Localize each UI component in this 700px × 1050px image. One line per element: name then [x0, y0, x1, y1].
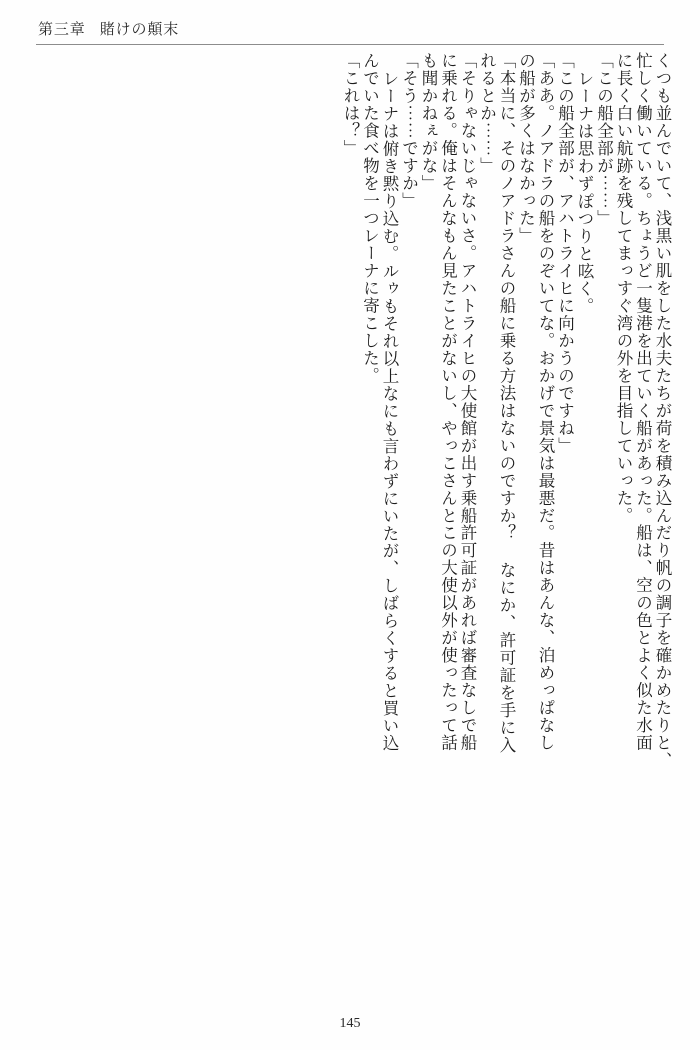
chapter-title: 賭けの顛末: [99, 22, 180, 38]
text-column: れるとか⋯⋯」: [477, 52, 497, 175]
text-column: レーナは思わずぽつりと呟く。: [575, 70, 594, 315]
text-column: も聞かねぇがな」: [419, 52, 438, 192]
text-column: に長く白い航跡を残してまっすぐ湾の外を目指していった。: [614, 52, 633, 525]
text-column: に乗れる。俺はそんなもん見たことがないし、やっこさんとこの大使以外が使ったって話: [438, 52, 458, 752]
text-column: 「この船全部が、アハトライヒに向かうのですね」: [555, 52, 575, 455]
text-column: 「ああ。ノアドラの船をのぞいてな。おかげで景気は最悪だ。昔はあんな、泊めっぱなし: [536, 52, 555, 752]
text-column: 「これは？」: [341, 52, 360, 157]
text-column: 忙しく働いている。ちょうど一隻港を出ていく船があった。船は、空の色とよく似た水面: [633, 52, 653, 752]
chapter-number: 第三章: [38, 22, 86, 38]
text-column: 「そう⋯⋯ですか」: [399, 52, 419, 210]
running-head: [38, 18, 179, 39]
body-text-area: [30, 52, 670, 992]
text-column: 「そりゃないじゃないさ。アハトライヒの大使館が出す乗船許可証があれば審査なしで船: [458, 52, 477, 752]
text-column: んでいた食べ物を一つレーナに寄こした。: [360, 52, 380, 385]
header-divider: [36, 44, 664, 45]
text-column: 「この船全部が⋯⋯」: [594, 52, 614, 227]
text-column: の船が多くはなかった」: [516, 52, 536, 245]
text-column: くつも並んでいて、浅黒い肌をした水夫たちが荷を積み込んだり帆の調子を確かめたりと、: [653, 52, 672, 770]
page-number: 145: [339, 1016, 361, 1031]
text-column: レーナは俯き黙り込む。ルゥもそれ以上なにも言わずにいたが、しばらくすると買い込: [380, 70, 399, 753]
text-column: 「本当に、そのノアドラさんの船に乗る方法はないのですか？ なにか、許可証を手に入: [497, 52, 516, 755]
